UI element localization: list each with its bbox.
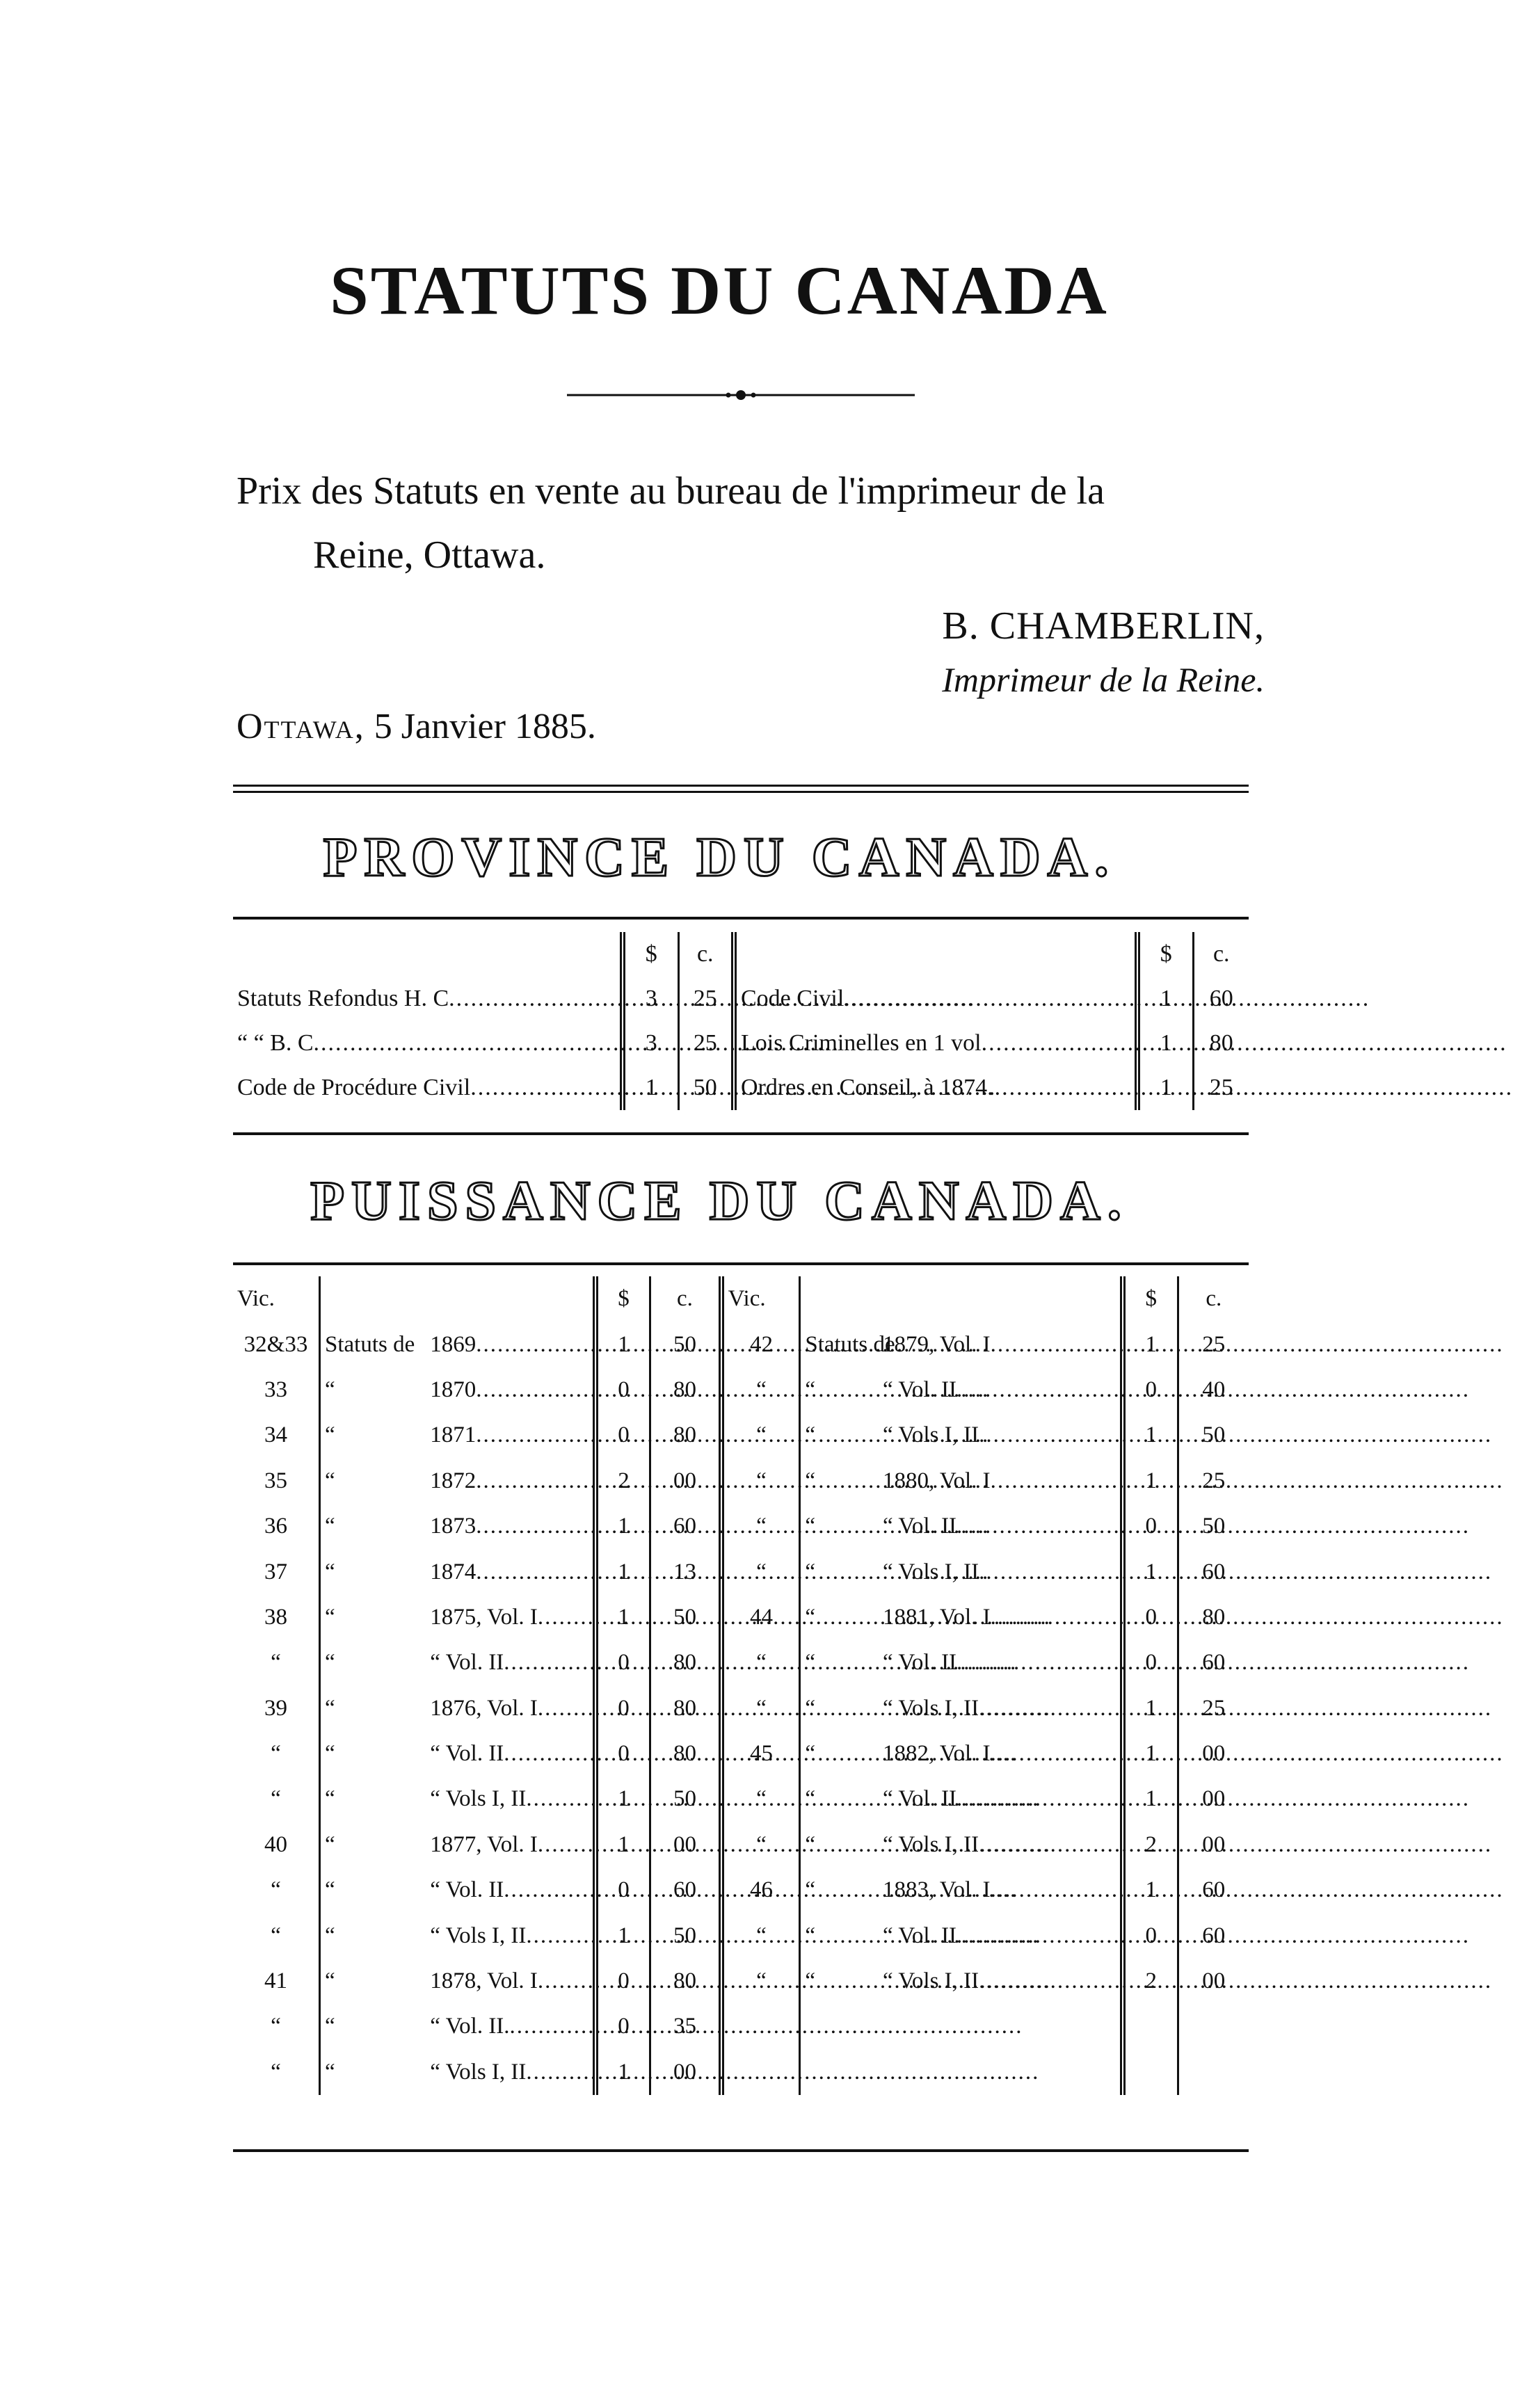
item-series: “	[324, 1604, 335, 1630]
province-price-table	[233, 932, 1249, 1110]
vic-number: “	[721, 1367, 800, 1413]
item-series: “	[805, 1923, 815, 1948]
item-series: “	[324, 1923, 335, 1948]
item-label-cell	[426, 2004, 595, 2049]
item-label: 1874	[430, 1559, 477, 1584]
vic-number: 38	[233, 1595, 319, 1640]
item-series: “	[805, 1741, 815, 1767]
item-series: “	[324, 2014, 335, 2039]
item-label: 1875, Vol. I	[430, 1604, 538, 1630]
vic-number: 41	[233, 1959, 319, 2004]
item-label-cell	[426, 1504, 595, 1549]
intro-paragraph	[237, 459, 1266, 587]
item-label-cell	[879, 1959, 1123, 2004]
item-label: 1882, Vol. I	[883, 1741, 991, 1767]
table-row	[233, 1868, 1249, 1913]
item-series: “	[805, 1968, 815, 1994]
item-cents: 00	[650, 2050, 721, 2095]
table-row	[233, 1504, 1249, 1549]
item-series: “	[324, 2059, 335, 2085]
table-row	[233, 1367, 1249, 1413]
intro-line-2: Reine, Ottawa.	[313, 533, 546, 577]
item-cents: 60	[1202, 1923, 1226, 1948]
puissance-top-rule	[233, 1262, 1249, 1265]
item-dollars: 1	[595, 1776, 650, 1822]
item-label: Ordres en Conseil, à 1874	[741, 1075, 988, 1100]
item-series: “	[805, 1650, 815, 1676]
item-series: “	[324, 1514, 335, 1539]
table-row	[233, 1595, 1249, 1640]
vic-number: 33	[233, 1367, 319, 1413]
dateline-date: 5 Janvier 1885.	[374, 707, 596, 746]
vic-number: “	[721, 1686, 800, 1731]
col-vic-header: Vic.	[233, 1276, 319, 1322]
col-cents-header: c.	[650, 1276, 721, 1322]
item-cents: 60	[1202, 1650, 1226, 1676]
item-dollars: 1	[1123, 1459, 1178, 1504]
item-cents: 00	[1202, 1831, 1226, 1857]
col-vic-header: Vic.	[721, 1276, 800, 1322]
item-label-cell	[879, 1459, 1123, 1504]
item-series: “	[324, 1786, 335, 1812]
col-dollar-header: $	[623, 932, 678, 977]
double-rule	[233, 785, 1249, 793]
item-label-cell	[879, 1640, 1123, 1685]
item-label-cell	[426, 1549, 595, 1594]
item-dollars: 1	[1123, 1413, 1178, 1458]
vic-number: 37	[233, 1549, 319, 1594]
col-dollar-header: $	[1137, 932, 1193, 977]
item-label-cell	[879, 1413, 1123, 1458]
table-row	[233, 1959, 1249, 2004]
item-series: “	[324, 1559, 335, 1584]
item-label-cell	[426, 2050, 595, 2095]
item-label-cell	[426, 1913, 595, 1958]
item-dollars: 1	[595, 1549, 650, 1594]
item-dollars: 0	[1123, 1504, 1178, 1549]
vic-number: “	[721, 1776, 800, 1822]
item-series: “	[805, 1877, 815, 1903]
item-dollars: 1	[1137, 977, 1193, 1021]
col-dollar-header: $	[595, 1276, 650, 1322]
item-cents: 50	[650, 1322, 721, 1367]
item-dollars: 2	[595, 1459, 650, 1504]
table-row	[233, 1322, 1249, 1367]
item-cents: 60	[1202, 1877, 1226, 1903]
item-label: 1876, Vol. I	[430, 1695, 538, 1721]
vic-number: “	[233, 1913, 319, 1958]
item-series: “	[324, 1968, 335, 1994]
puissance-bottom-rule	[233, 2149, 1249, 2152]
vic-number: “	[721, 1504, 800, 1549]
item-label: 1873	[430, 1514, 477, 1539]
item-dollars: 0	[595, 2004, 650, 2049]
item-cents: 13	[650, 1549, 721, 1594]
vic-number: “	[721, 1822, 800, 1868]
section-heading-province: PROVINCE DU CANADA.	[323, 827, 1116, 888]
table-row	[233, 2050, 1249, 2095]
item-label: “ Vols I, II	[883, 1831, 979, 1857]
item-cents: 80	[1202, 1604, 1226, 1630]
item-label-cell	[879, 1913, 1123, 1958]
item-label: “ Vols I, II	[883, 1968, 979, 1994]
item-cents: 60	[1202, 1559, 1226, 1584]
item-dollars: 1	[1123, 1549, 1178, 1594]
vic-number: “	[721, 1549, 800, 1594]
item-dollars: 1	[1123, 1322, 1178, 1367]
item-dollars: 1	[595, 1504, 650, 1549]
item-series: “	[805, 1514, 815, 1539]
item-series: “	[324, 1831, 335, 1857]
item-label: “ Vol. II	[883, 1650, 957, 1676]
item-series: “	[805, 1831, 815, 1857]
item-label: “ Vol. II	[430, 1741, 504, 1767]
table-row	[233, 1021, 1249, 1066]
item-dollars: 0	[1123, 1913, 1178, 1958]
item-cents: 80	[650, 1367, 721, 1413]
item-dollars: 1	[595, 1822, 650, 1868]
item-label-cell	[879, 1776, 1123, 1822]
item-dollars: 3	[623, 977, 678, 1021]
item-cents: 50	[650, 1913, 721, 1958]
item-cents: 50	[1202, 1422, 1226, 1448]
item-label: “ Vol. II	[430, 1877, 504, 1903]
item-label-cell	[879, 1504, 1123, 1549]
item-series: “	[805, 1695, 815, 1721]
item-series: Statuts de	[805, 1331, 895, 1357]
item-dollars: 1	[1137, 1021, 1193, 1066]
item-label-cell	[879, 1549, 1123, 1594]
item-label-cell	[426, 1322, 595, 1367]
item-label: “ Vols I, II	[883, 1422, 979, 1448]
item-cents: 25	[1209, 1075, 1233, 1100]
item-series: “	[324, 1468, 335, 1493]
item-dollars: 0	[595, 1959, 650, 2004]
item-dollars: 0	[595, 1640, 650, 1685]
item-cents: 25	[1202, 1468, 1226, 1493]
item-dollars: 1	[595, 1322, 650, 1367]
vic-number: “	[233, 2050, 319, 2095]
item-dollars: 0	[595, 1686, 650, 1731]
item-dollars: 1	[623, 1066, 678, 1110]
item-dollars: 0	[595, 1413, 650, 1458]
vic-number: “	[233, 1776, 319, 1822]
item-label: “ Vol. II	[883, 1514, 957, 1539]
item-dollars: 0	[595, 1367, 650, 1413]
vic-number: “	[721, 1413, 800, 1458]
item-cents: 00	[650, 1459, 721, 1504]
item-label: Statuts Refondus H. C	[237, 986, 449, 1011]
item-dollars: 2	[1123, 1959, 1178, 2004]
item-label: “ “ B. C	[237, 1030, 314, 1056]
item-label: Code Civil	[741, 986, 844, 1011]
item-dollars: 0	[1123, 1595, 1178, 1640]
item-label-cell	[879, 1322, 1123, 1367]
vic-number: “	[233, 1731, 319, 1776]
item-label-cell	[426, 1367, 595, 1413]
table-row	[233, 2004, 1249, 2049]
vic-number: 44	[721, 1595, 800, 1640]
item-label-cell	[879, 1686, 1123, 1731]
intro-line-1: Prix des Statuts en vente au bureau de l'imprimeur de la	[237, 469, 1105, 513]
item-label: “ Vols I, II	[883, 1695, 979, 1721]
item-series: Statuts de	[324, 1331, 415, 1357]
item-series: “	[805, 1559, 815, 1584]
table-row	[233, 1913, 1249, 1958]
item-label-cell	[426, 1686, 595, 1731]
table-row	[233, 1459, 1249, 1504]
table-row	[233, 1686, 1249, 1731]
item-cents: 40	[1202, 1376, 1226, 1402]
item-cents: 80	[650, 1640, 721, 1685]
province-bottom-rule	[233, 1132, 1249, 1135]
item-label: 1883, Vol. I	[883, 1877, 991, 1903]
col-dollar-header: $	[1123, 1276, 1178, 1322]
item-label-cell	[426, 1731, 595, 1776]
item-cents: 25	[1202, 1695, 1226, 1721]
table-row	[233, 1822, 1249, 1868]
vic-number: 36	[233, 1504, 319, 1549]
vic-number: “	[721, 1459, 800, 1504]
item-cents: 60	[650, 1504, 721, 1549]
item-dollars: 0	[595, 1731, 650, 1776]
item-label-cell	[426, 1959, 595, 2004]
item-series: “	[805, 1786, 815, 1812]
item-cents: 60	[650, 1868, 721, 1913]
item-label: “ Vols I, II	[430, 1923, 527, 1948]
item-label-cell	[426, 1595, 595, 1640]
item-dollars: 3	[623, 1021, 678, 1066]
item-series: “	[324, 1741, 335, 1767]
table-header-row	[233, 1276, 1249, 1322]
item-label: 1880, Vol. I	[883, 1468, 991, 1493]
item-dollars: 1	[1123, 1731, 1178, 1776]
item-cents: 50	[650, 1776, 721, 1822]
item-dollars: 1	[1123, 1868, 1178, 1913]
item-cents: 00	[1202, 1786, 1226, 1812]
item-label-cell	[879, 1822, 1123, 1868]
vic-number: 45	[721, 1731, 800, 1776]
item-dollars: 1	[595, 2050, 650, 2095]
item-cents: 50	[1202, 1514, 1226, 1539]
item-dollars: 1	[1137, 1066, 1193, 1110]
vic-number: 40	[233, 1822, 319, 1868]
vic-number: 35	[233, 1459, 319, 1504]
vic-number: 32&33	[233, 1322, 319, 1367]
vic-number: 34	[233, 1413, 319, 1458]
vic-number: 46	[721, 1868, 800, 1913]
col-cents-header: c.	[1212, 941, 1230, 967]
item-cents: 80	[1209, 1030, 1233, 1056]
item-cents: 25	[678, 1021, 734, 1066]
table-row	[233, 1549, 1249, 1594]
item-label: “ Vol. II	[883, 1376, 957, 1402]
item-label-cell	[426, 1459, 595, 1504]
signer-name: B. CHAMBERLIN,	[942, 604, 1265, 648]
vic-number: 42	[721, 1322, 800, 1367]
item-label: “ Vol. II.	[430, 2014, 510, 2039]
item-label-cell	[426, 1868, 595, 1913]
vic-number: “	[233, 1640, 319, 1685]
item-series: “	[324, 1695, 335, 1721]
item-label-cell	[879, 1595, 1123, 1640]
item-cents: 50	[678, 1066, 734, 1110]
item-series: “	[324, 1422, 335, 1448]
item-label: 1879, Vol. I	[883, 1331, 991, 1357]
col-cents-header: c.	[1206, 1286, 1222, 1312]
item-dollars: 1	[595, 1595, 650, 1640]
item-dollars: 0	[595, 1868, 650, 1913]
item-cents: 25	[678, 977, 734, 1021]
item-series: “	[805, 1468, 815, 1493]
item-dollars: 2	[1123, 1822, 1178, 1868]
item-label-cell	[879, 1731, 1123, 1776]
table-row	[233, 977, 1249, 1021]
item-series: “	[805, 1604, 815, 1630]
item-label: “ Vol. II	[430, 1650, 504, 1676]
item-label: “ Vol. II	[883, 1923, 957, 1948]
item-label: 1871	[430, 1422, 477, 1448]
item-label-cell	[426, 1413, 595, 1458]
dateline	[237, 706, 596, 747]
item-cents: 00	[1202, 1968, 1226, 1994]
item-label: “ Vol. II	[883, 1786, 957, 1812]
signer-title: Imprimeur de la Reine.	[942, 660, 1265, 699]
item-series: “	[805, 1422, 815, 1448]
table-row	[233, 1731, 1249, 1776]
ornament-divider	[567, 388, 915, 402]
item-cents: 80	[650, 1959, 721, 2004]
section-heading-puissance: PUISSANCE DU CANADA.	[310, 1171, 1128, 1232]
col-cents-header: c.	[678, 932, 734, 977]
dateline-city: Ottawa,	[237, 707, 365, 746]
vic-number: “	[233, 2004, 319, 2049]
item-label: 1881, Vol. I	[883, 1604, 991, 1630]
vic-number: “	[721, 1913, 800, 1958]
page-title: STATUTS DU CANADA	[330, 252, 1109, 329]
item-cents: 25	[1202, 1331, 1226, 1357]
item-dollars: 0	[1123, 1640, 1178, 1685]
table-row	[233, 1776, 1249, 1822]
item-series: “	[324, 1376, 335, 1402]
table-header-row	[233, 932, 1249, 977]
item-label: Lois Criminelles en 1 vol	[741, 1030, 982, 1056]
item-label-cell	[879, 1367, 1123, 1413]
vic-number: 39	[233, 1686, 319, 1731]
item-series: “	[805, 1376, 815, 1402]
item-label: 1877, Vol. I	[430, 1831, 538, 1857]
item-cents: 80	[650, 1731, 721, 1776]
vic-number: “	[721, 1959, 800, 2004]
item-label: 1878, Vol. I	[430, 1968, 538, 1994]
item-series: “	[324, 1877, 335, 1903]
item-label-cell	[879, 1868, 1123, 1913]
item-dollars: 0	[1123, 1367, 1178, 1413]
item-label: Code de Procédure Civil	[237, 1075, 471, 1100]
item-label-cell	[426, 1822, 595, 1868]
item-label: 1869	[430, 1331, 477, 1357]
item-label-cell	[426, 1776, 595, 1822]
item-cents: 50	[650, 1595, 721, 1640]
vic-number: “	[721, 1640, 800, 1685]
item-label: “ Vols I, II	[430, 2059, 527, 2085]
item-dollars: 1	[1123, 1776, 1178, 1822]
table-row	[233, 1066, 1249, 1110]
table-row	[233, 1640, 1249, 1685]
province-top-rule	[233, 917, 1249, 920]
item-label-cell	[426, 1640, 595, 1685]
item-dollars: 1	[1123, 1686, 1178, 1731]
item-series: “	[324, 1650, 335, 1676]
item-cents: 80	[650, 1413, 721, 1458]
item-label: 1872	[430, 1468, 477, 1493]
vic-number: “	[233, 1868, 319, 1913]
item-label: “ Vols I, II	[883, 1559, 979, 1584]
item-label: 1870	[430, 1376, 477, 1402]
item-cents: 60	[1209, 986, 1233, 1011]
table-row	[233, 1413, 1249, 1458]
item-dollars: 1	[595, 1913, 650, 1958]
puissance-price-table	[233, 1276, 1249, 2095]
item-cents: 35	[650, 2004, 721, 2049]
item-cents: 00	[650, 1822, 721, 1868]
item-cents: 00	[1202, 1741, 1226, 1767]
item-cents: 80	[650, 1686, 721, 1731]
item-label: “ Vols I, II	[430, 1786, 527, 1812]
